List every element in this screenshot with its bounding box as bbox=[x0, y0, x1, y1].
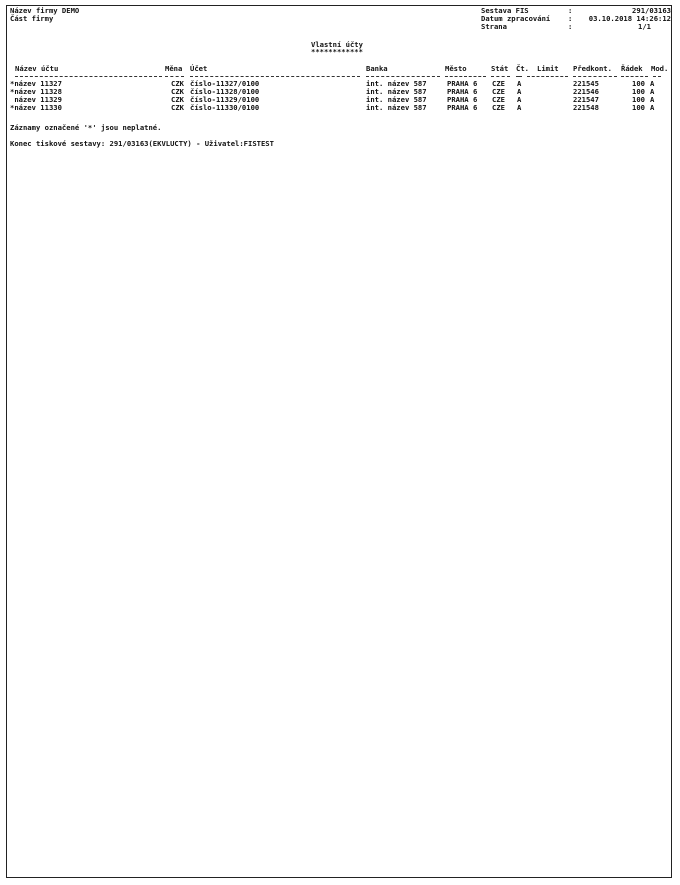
row-name: název 11329 bbox=[10, 95, 62, 104]
col-header-predkont: Předkont. bbox=[573, 64, 612, 73]
row-name: *název 11330 bbox=[10, 103, 62, 112]
row-account: číslo-11328/0100 bbox=[190, 87, 260, 96]
company-part: Část firmy bbox=[10, 14, 54, 23]
row-city: PRAHA 6 bbox=[447, 95, 478, 104]
processing-date: 03.10.2018 14:26:12 bbox=[588, 14, 671, 23]
row-mod: A bbox=[650, 79, 655, 88]
row-bank: int. název 587 bbox=[366, 87, 427, 96]
row-predkont: 221546 bbox=[573, 87, 599, 96]
row-city: PRAHA 6 bbox=[447, 79, 478, 88]
report-label: Sestava FIS bbox=[481, 6, 529, 15]
report-title: Vlastní účty bbox=[311, 40, 363, 49]
row-bank: int. název 587 bbox=[366, 79, 427, 88]
page-label: Strana bbox=[481, 22, 507, 31]
date-colon: : bbox=[568, 14, 573, 23]
col-separator bbox=[491, 76, 510, 77]
col-separator bbox=[445, 76, 486, 77]
row-account: číslo-11330/0100 bbox=[190, 103, 260, 112]
invalid-records-note: Záznamy označené '*' jsou neplatné. bbox=[10, 123, 162, 132]
report-title-underline: ************ bbox=[311, 47, 363, 56]
row-currency: CZK bbox=[171, 79, 184, 88]
row-predkont: 221545 bbox=[573, 79, 599, 88]
row-state: CZE bbox=[492, 79, 505, 88]
col-separator bbox=[527, 76, 568, 77]
col-header-bank: Banka bbox=[366, 64, 388, 73]
col-header-state: Stát bbox=[491, 64, 509, 73]
row-currency: CZK bbox=[171, 103, 184, 112]
col-separator bbox=[165, 76, 184, 77]
date-label: Datum zpracování bbox=[481, 14, 551, 23]
page-colon: : bbox=[568, 22, 573, 31]
row-bank: int. název 587 bbox=[366, 95, 427, 104]
row-account: číslo-11327/0100 bbox=[190, 79, 260, 88]
col-header-limit: Limit bbox=[537, 64, 559, 73]
row-city: PRAHA 6 bbox=[447, 87, 478, 96]
col-separator bbox=[516, 76, 522, 77]
row-radek: 100 bbox=[632, 79, 645, 88]
row-name: *název 11328 bbox=[10, 87, 62, 96]
row-ct: A bbox=[517, 95, 522, 104]
row-city: PRAHA 6 bbox=[447, 103, 478, 112]
col-header-mod: Mod. bbox=[651, 64, 669, 73]
row-name: *název 11327 bbox=[10, 79, 62, 88]
row-currency: CZK bbox=[171, 95, 184, 104]
col-separator bbox=[190, 76, 360, 77]
report-colon: : bbox=[568, 6, 573, 15]
col-separator bbox=[653, 76, 661, 77]
row-radek: 100 bbox=[632, 103, 645, 112]
row-bank: int. název 587 bbox=[366, 103, 427, 112]
row-state: CZE bbox=[492, 103, 505, 112]
row-currency: CZK bbox=[171, 87, 184, 96]
col-separator bbox=[573, 76, 617, 77]
row-account: číslo-11329/0100 bbox=[190, 95, 260, 104]
row-predkont: 221547 bbox=[573, 95, 599, 104]
row-ct: A bbox=[517, 87, 522, 96]
row-ct: A bbox=[517, 103, 522, 112]
row-ct: A bbox=[517, 79, 522, 88]
row-radek: 100 bbox=[632, 87, 645, 96]
col-header-name: Název účtu bbox=[15, 64, 59, 73]
col-header-currency: Měna bbox=[165, 64, 183, 73]
col-header-city: Město bbox=[445, 64, 467, 73]
report-page bbox=[6, 5, 672, 878]
page-number: 1/1 bbox=[638, 22, 651, 31]
row-predkont: 221548 bbox=[573, 103, 599, 112]
row-mod: A bbox=[650, 103, 655, 112]
row-state: CZE bbox=[492, 95, 505, 104]
col-separator bbox=[15, 76, 162, 77]
report-end-line: Konec tiskové sestavy: 291/03163(EKVLUCTY) - Uživatel:FISTEST bbox=[10, 139, 274, 148]
row-state: CZE bbox=[492, 87, 505, 96]
col-header-account: Účet bbox=[190, 64, 208, 73]
col-header-ct: Čt. bbox=[516, 64, 529, 73]
row-mod: A bbox=[650, 87, 655, 96]
col-separator bbox=[366, 76, 440, 77]
row-radek: 100 bbox=[632, 95, 645, 104]
col-separator bbox=[621, 76, 648, 77]
report-number: 291/03163 bbox=[632, 6, 671, 15]
row-mod: A bbox=[650, 95, 655, 104]
col-header-radek: Řádek bbox=[621, 64, 643, 73]
company-name: Název firmy DEMO bbox=[10, 6, 80, 15]
